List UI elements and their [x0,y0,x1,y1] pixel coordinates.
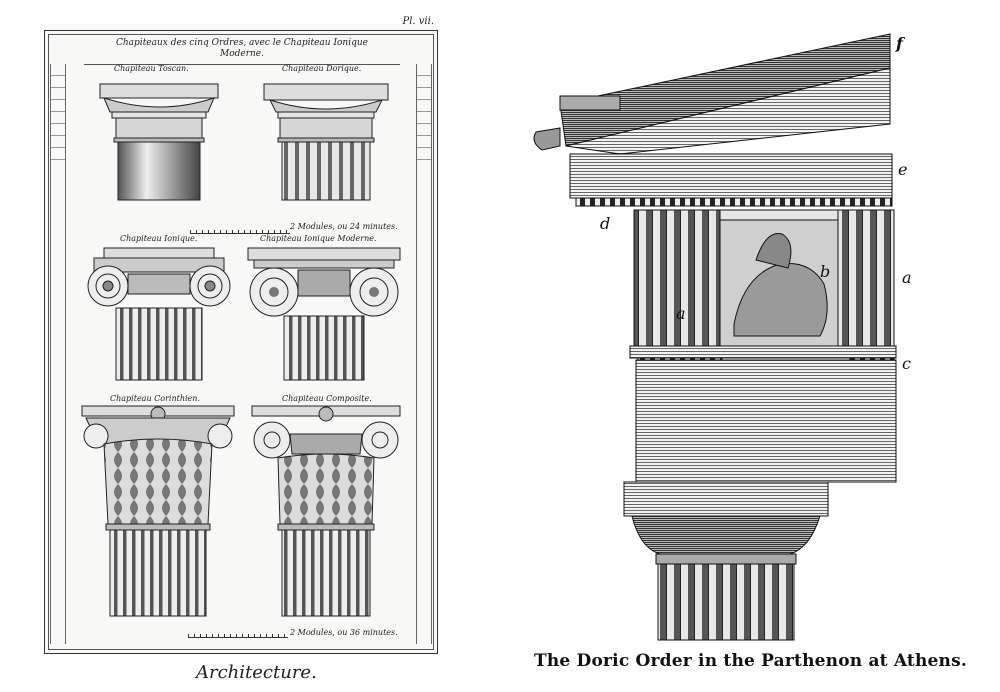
caption-corinthien: Chapiteau Corinthien. [110,394,200,403]
label-a-left: a [676,304,686,323]
plate-title-line2: Moderne. [219,49,264,59]
caption-ionique: Chapiteau Ionique. [120,234,198,243]
architecture-plate [44,16,438,654]
composite-capital-drawing [248,404,404,620]
label-d: d [600,214,611,233]
corinthian-capital-drawing [78,404,238,620]
label-f: f [896,34,903,53]
caption-ionique-moderne: Chapiteau Ionique Moderne. [260,234,377,243]
caption-toscan: Chapiteau Toscan. [114,64,189,73]
doric-capital-drawing [262,82,390,202]
caption-composite: Chapiteau Composite. [282,394,372,403]
plate-title-line1: Chapiteaux des cinq Ordres, avec le Chapiteau Ionique [116,38,368,48]
plate-number: Pl. vii. [402,16,434,27]
right-module-scale [416,64,432,644]
label-b: b [820,262,831,281]
label-c: c [902,354,911,373]
label-e: e [898,160,908,179]
plate-footer-architecture: Architecture. [196,662,317,683]
caption-dorique: Chapiteau Dorique. [282,64,362,73]
scale-bar-bottom [188,634,288,638]
tuscan-capital-drawing [98,82,222,202]
scale-caption-bottom: 2 Modules, ou 36 minutes. [290,628,398,637]
parthenon-caption: The Doric Order in the Parthenon at Athens. [534,651,967,671]
modern-ionic-capital-drawing [244,246,404,382]
left-module-scale [50,64,66,644]
plate-title [92,38,392,60]
scale-caption-top: 2 Modules, ou 24 minutes. [290,222,398,231]
label-a-right: a [902,268,912,287]
parthenon-doric-order-engraving [520,24,910,664]
ionic-capital-drawing [84,246,234,382]
